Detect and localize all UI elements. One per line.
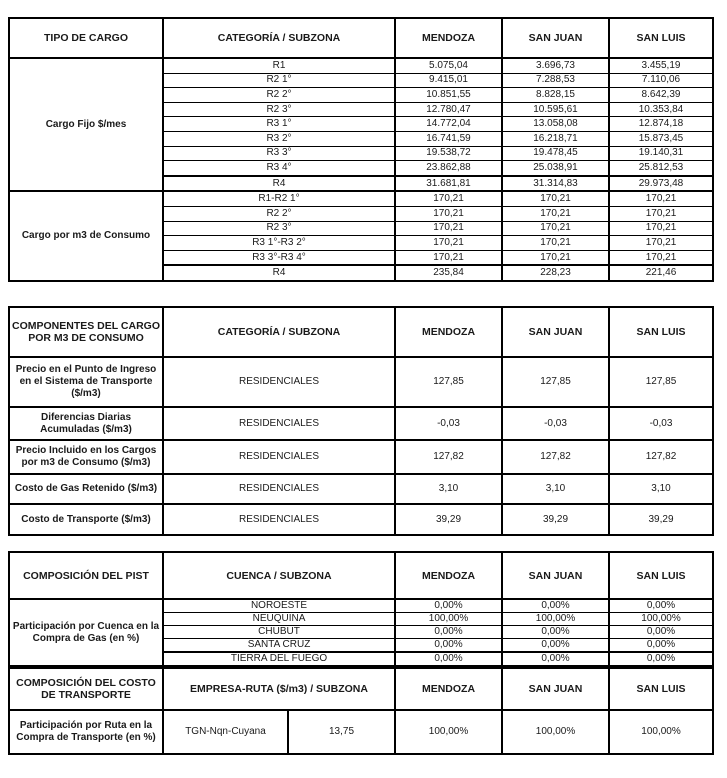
- cell-categoria: RESIDENCIALES: [163, 407, 395, 440]
- cell-san-luis: 10.353,84: [609, 102, 713, 117]
- group-label-cargo-m3: Cargo por m3 de Consumo: [9, 191, 163, 281]
- table-row: [9, 191, 713, 206]
- cell-categoria: R3 3°-R3 4°: [163, 250, 395, 265]
- cell-san-juan: 19.478,45: [502, 146, 609, 161]
- header-san-luis: SAN LUIS: [609, 307, 713, 357]
- cell-mendoza: 170,21: [395, 250, 502, 265]
- cell-mendoza: 19.538,72: [395, 146, 502, 161]
- header-san-juan: SAN JUAN: [502, 552, 609, 599]
- cell-categoria: RESIDENCIALES: [163, 504, 395, 535]
- componentes-table: [8, 306, 714, 536]
- header-categoria: CATEGORÍA / SUBZONA: [163, 18, 395, 58]
- cell-mendoza: 10.851,55: [395, 88, 502, 103]
- cell-san-luis: 3,10: [609, 474, 713, 504]
- cell-san-luis: 170,21: [609, 236, 713, 251]
- cell-categoria: R2 1°: [163, 73, 395, 88]
- cell-categoria: RESIDENCIALES: [163, 440, 395, 474]
- cell-san-luis: 29.973,48: [609, 176, 713, 192]
- cell-mendoza: 100,00%: [395, 613, 502, 626]
- cell-san-luis: 0,00%: [609, 626, 713, 639]
- cell-san-juan: -0,03: [502, 407, 609, 440]
- cell-san-juan: 10.595,61: [502, 102, 609, 117]
- header-san-luis: SAN LUIS: [609, 552, 713, 599]
- cell-categoria: R2 2°: [163, 88, 395, 103]
- header-componentes: COMPONENTES DEL CARGO POR M3 DE CONSUMO: [9, 307, 163, 357]
- cell-san-luis: 170,21: [609, 221, 713, 236]
- cell-categoria: R3 1°-R3 2°: [163, 236, 395, 251]
- cell-mendoza: 170,21: [395, 236, 502, 251]
- cell-san-luis: 127,85: [609, 357, 713, 407]
- cell-categoria: R3 2°: [163, 131, 395, 146]
- cell-mendoza: 100,00%: [395, 710, 502, 754]
- cell-categoria: R3 1°: [163, 117, 395, 132]
- header-mendoza: MENDOZA: [395, 667, 502, 710]
- table-row: [9, 407, 713, 440]
- table-row: [9, 504, 713, 535]
- cell-categoria: R2 3°: [163, 221, 395, 236]
- cell-mendoza: 0,00%: [395, 639, 502, 653]
- header-san-juan: SAN JUAN: [502, 307, 609, 357]
- cell-san-luis: 12.874,18: [609, 117, 713, 132]
- cell-san-juan: 228,23: [502, 265, 609, 281]
- cell-mendoza: 5.075,04: [395, 58, 502, 73]
- pist-header-row: [9, 552, 713, 599]
- cell-san-luis: 100,00%: [609, 710, 713, 754]
- table-row: [9, 58, 713, 73]
- cell-categoria: RESIDENCIALES: [163, 357, 395, 407]
- cell-mendoza: 170,21: [395, 221, 502, 236]
- cell-san-luis: 7.110,06: [609, 73, 713, 88]
- cell-mendoza: 31.681,81: [395, 176, 502, 192]
- header-composicion-transporte: COMPOSICIÓN DEL COSTO DE TRANSPORTE: [9, 667, 163, 710]
- table-row: [9, 599, 713, 613]
- cell-mendoza: 0,00%: [395, 626, 502, 639]
- cell-mendoza: 127,82: [395, 440, 502, 474]
- cell-san-juan: 170,21: [502, 191, 609, 206]
- cell-mendoza: 170,21: [395, 191, 502, 206]
- row-label-ruta: Participación por Ruta en la Compra de Transporte (en %): [9, 710, 163, 754]
- cell-categoria: RESIDENCIALES: [163, 474, 395, 504]
- cell-san-juan: 170,21: [502, 206, 609, 221]
- row-label: Precio en el Punto de Ingreso en el Sistema de Transporte ($/m3): [9, 357, 163, 407]
- cell-categoria: R2 3°: [163, 102, 395, 117]
- cell-categoria: R3 4°: [163, 161, 395, 176]
- header-cuenca: CUENCA / SUBZONA: [163, 552, 395, 599]
- cell-cuenca: SANTA CRUZ: [163, 639, 395, 653]
- cell-san-juan: 0,00%: [502, 599, 609, 613]
- cell-mendoza: 16.741,59: [395, 131, 502, 146]
- cell-san-juan: 3.696,73: [502, 58, 609, 73]
- cell-categoria: R4: [163, 265, 395, 281]
- cargo-header-row: [9, 18, 713, 58]
- cell-san-luis: 170,21: [609, 206, 713, 221]
- cell-san-juan: 25.038,91: [502, 161, 609, 176]
- table-row: [9, 440, 713, 474]
- cell-cuenca: CHUBUT: [163, 626, 395, 639]
- cell-san-juan: 127,85: [502, 357, 609, 407]
- cell-san-juan: 8.828,15: [502, 88, 609, 103]
- header-san-juan: SAN JUAN: [502, 667, 609, 710]
- header-san-luis: SAN LUIS: [609, 667, 713, 710]
- cell-mendoza: 9.415,01: [395, 73, 502, 88]
- cell-san-luis: 170,21: [609, 250, 713, 265]
- group-label-cargo-fijo: Cargo Fijo $/mes: [9, 58, 163, 191]
- cell-san-luis: 19.140,31: [609, 146, 713, 161]
- cell-san-luis: 0,00%: [609, 639, 713, 653]
- group-label-cuenca: Participación por Cuenca en la Compra de Gas (en %): [9, 599, 163, 667]
- header-mendoza: MENDOZA: [395, 18, 502, 58]
- cell-san-juan: 100,00%: [502, 613, 609, 626]
- cell-san-luis: 8.642,39: [609, 88, 713, 103]
- cell-san-juan: 170,21: [502, 236, 609, 251]
- header-categoria: CATEGORÍA / SUBZONA: [163, 307, 395, 357]
- header-san-juan: SAN JUAN: [502, 18, 609, 58]
- cell-mendoza: -0,03: [395, 407, 502, 440]
- cell-cuenca: NEUQUINA: [163, 613, 395, 626]
- cell-ruta: TGN-Nqn-Cuyana: [163, 710, 288, 754]
- header-tipo-de-cargo: TIPO DE CARGO: [9, 18, 163, 58]
- cell-mendoza: 12.780,47: [395, 102, 502, 117]
- cell-mendoza: 235,84: [395, 265, 502, 281]
- cell-mendoza: 127,85: [395, 357, 502, 407]
- cell-san-juan: 0,00%: [502, 639, 609, 653]
- table-row: [9, 357, 713, 407]
- cell-san-luis: 100,00%: [609, 613, 713, 626]
- componentes-header-row: [9, 307, 713, 357]
- cell-san-luis: 15.873,45: [609, 131, 713, 146]
- cell-categoria: R2 2°: [163, 206, 395, 221]
- cell-san-juan: 16.218,71: [502, 131, 609, 146]
- cell-san-juan: 100,00%: [502, 710, 609, 754]
- cell-san-juan: 39,29: [502, 504, 609, 535]
- cell-mendoza: 170,21: [395, 206, 502, 221]
- cell-san-luis: 25.812,53: [609, 161, 713, 176]
- cell-san-juan: 127,82: [502, 440, 609, 474]
- cell-san-juan: 0,00%: [502, 626, 609, 639]
- cell-san-luis: 39,29: [609, 504, 713, 535]
- cell-san-luis: 127,82: [609, 440, 713, 474]
- cell-mendoza: 3,10: [395, 474, 502, 504]
- cell-san-juan: 31.314,83: [502, 176, 609, 192]
- header-empresa-ruta: EMPRESA-RUTA ($/m3) / SUBZONA: [163, 667, 395, 710]
- cell-san-luis: 170,21: [609, 191, 713, 206]
- cell-san-juan: 170,21: [502, 250, 609, 265]
- cell-mendoza: 0,00%: [395, 652, 502, 667]
- row-label: Costo de Transporte ($/m3): [9, 504, 163, 535]
- cell-mendoza: 14.772,04: [395, 117, 502, 132]
- cell-san-luis: 0,00%: [609, 599, 713, 613]
- cell-san-luis: 221,46: [609, 265, 713, 281]
- header-san-luis: SAN LUIS: [609, 18, 713, 58]
- cell-san-juan: 0,00%: [502, 652, 609, 667]
- cell-cuenca: TIERRA DEL FUEGO: [163, 652, 395, 667]
- cell-categoria: R3 3°: [163, 146, 395, 161]
- header-mendoza: MENDOZA: [395, 552, 502, 599]
- pist-table: [8, 551, 714, 755]
- cargo-table: [8, 17, 714, 282]
- cell-mendoza: 23.862,88: [395, 161, 502, 176]
- cell-san-juan: 170,21: [502, 221, 609, 236]
- cell-ruta-valor: 13,75: [288, 710, 395, 754]
- cell-mendoza: 0,00%: [395, 599, 502, 613]
- table-row: [9, 710, 713, 754]
- cell-san-juan: 3,10: [502, 474, 609, 504]
- cell-san-luis: -0,03: [609, 407, 713, 440]
- row-label: Costo de Gas Retenido ($/m3): [9, 474, 163, 504]
- cell-san-luis: 0,00%: [609, 652, 713, 667]
- cell-mendoza: 39,29: [395, 504, 502, 535]
- header-composicion-pist: COMPOSICIÓN DEL PIST: [9, 552, 163, 599]
- cell-categoria: R4: [163, 176, 395, 192]
- cell-san-luis: 3.455,19: [609, 58, 713, 73]
- row-label: Precio Incluido en los Cargos por m3 de Consumo ($/m3): [9, 440, 163, 474]
- table-row: [9, 474, 713, 504]
- cell-san-juan: 13.058,08: [502, 117, 609, 132]
- cell-categoria: R1-R2 1°: [163, 191, 395, 206]
- cell-categoria: R1: [163, 58, 395, 73]
- transporte-header-row: [9, 667, 713, 710]
- row-label: Diferencias Diarias Acumuladas ($/m3): [9, 407, 163, 440]
- header-mendoza: MENDOZA: [395, 307, 502, 357]
- cell-san-juan: 7.288,53: [502, 73, 609, 88]
- cell-cuenca: NOROESTE: [163, 599, 395, 613]
